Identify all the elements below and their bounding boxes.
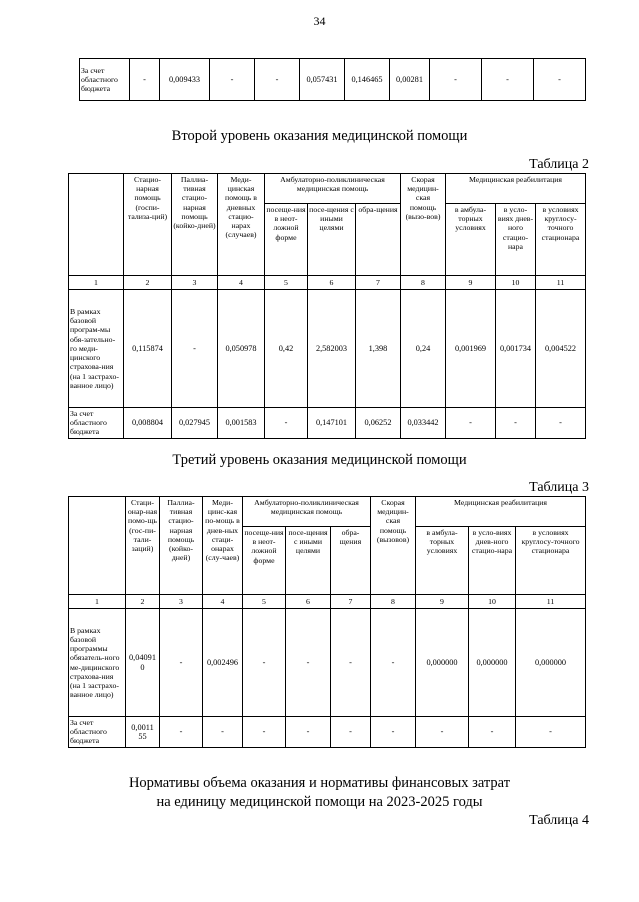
table-header-row bbox=[69, 174, 586, 204]
table1-continuation bbox=[79, 58, 586, 101]
table-row: В рамках базовой программы обязатель-ного ме-дицинского страхова-ния (на 1 застрахо-ванное лицо) 0,040910 - 0,002496 - - - - 0,000000 0,000000 0,000000 bbox=[69, 609, 586, 717]
table-row: В рамках базовой програм-мы обя-зательно-го меди-цинского страхова-ния (на 1 застрахо-ванное лицо) 0,115874 - 0,050978 0,42 2,582003 1,398 0,24 0,001969 0,001734 0,004522 bbox=[69, 290, 586, 408]
column-numbers-row: 1 2 3 4 5 6 7 8 9 10 11 bbox=[69, 276, 586, 290]
row-label: В рамках базовой программы обязатель-ного ме-дицинского страхова-ния (на 1 застрахо-ванное лицо) bbox=[69, 609, 126, 717]
page-number: 34 bbox=[313, 14, 326, 28]
header-ambulance: Скорая медицин-ская помощь (вызовов) bbox=[371, 497, 416, 595]
header-outpatient: Амбулаторно-поликлиническая медицинская помощь bbox=[265, 174, 401, 204]
table4-label: Таблица 4 bbox=[529, 813, 589, 828]
table3 bbox=[68, 496, 586, 748]
row-label: За счет областного бюджета bbox=[69, 408, 124, 439]
header-outpatient: Амбулаторно-поликлиническая медицинская помощь bbox=[243, 497, 371, 527]
row-label: За счет областного бюджета bbox=[69, 717, 126, 748]
section4-heading-line1: Нормативы объема оказания и нормативы финансовых затрат bbox=[128, 775, 511, 791]
section4-heading-line2: на единицу медицинской помощи на 2023-2025 годы bbox=[156, 794, 483, 810]
table-header-row bbox=[69, 497, 586, 527]
table-row: За счет областного бюджета 0,008804 0,027945 0,001583 - 0,147101 0,06252 0,033442 - - - bbox=[69, 408, 586, 439]
table3-label: Таблица 3 bbox=[529, 480, 589, 495]
table2 bbox=[68, 173, 586, 439]
table-header-row: посеще-ния в неот-ложной форме посе-щения с иными целями обра-щения в амбула-торных условиях в усло-виях днев-ного стацио-нара в условиях круглосу-точного стационара bbox=[69, 527, 586, 595]
table-header-row: посеще-ния в неот-ложной форме посе-щения с иными целями обра-щения в амбула-торных условиях в усло-виях днев-ного стацио-нара в условиях круглосу-точного стационара bbox=[69, 204, 586, 276]
header-palliative: Паллиа-тивная стацио-нарная помощь (койко-дней) bbox=[160, 497, 203, 595]
header-rehabilitation: Медицинская реабилитация bbox=[416, 497, 586, 527]
section3-heading: Третий уровень оказания медицинской помощи bbox=[172, 452, 467, 468]
header-inpatient: Стаци-онар-ная помо-щь (гос-пи-тали-заций) bbox=[126, 497, 160, 595]
header-inpatient: Стацио-нарная помощь (госпи-тализа-ций) bbox=[124, 174, 172, 276]
column-numbers-row: 1 2 3 4 5 6 7 8 9 10 11 bbox=[69, 595, 586, 609]
table-row: За счет областного бюджета 0,0011 55 - - - - - - - - - bbox=[69, 717, 586, 748]
row-label: За счет областного бюджета bbox=[80, 59, 130, 101]
header-day-care: Меди-цинс-кая по-мощь в днев-ных стаци-онарах (слу-чаев) bbox=[203, 497, 243, 595]
section2-heading: Второй уровень оказания медицинской помощи bbox=[171, 128, 468, 144]
header-day-care: Меди-цинская помощь в дневных стацио-нарах (случаев) bbox=[218, 174, 265, 276]
table-row: За счет областного бюджета - 0,009433 - - 0,057431 0,146465 0,00281 - - - bbox=[80, 59, 586, 101]
header-ambulance: Скорая медицин-ская помощь (вызо-вов) bbox=[401, 174, 446, 276]
table2-label: Таблица 2 bbox=[529, 157, 589, 172]
header-palliative: Паллиа-тивная стацио-нарная помощь (койко-дней) bbox=[172, 174, 218, 276]
row-label: В рамках базовой програм-мы обя-зательно-го меди-цинского страхова-ния (на 1 застрахо-ванное лицо) bbox=[69, 290, 124, 408]
header-rehabilitation: Медицинская реабилитация bbox=[446, 174, 586, 204]
